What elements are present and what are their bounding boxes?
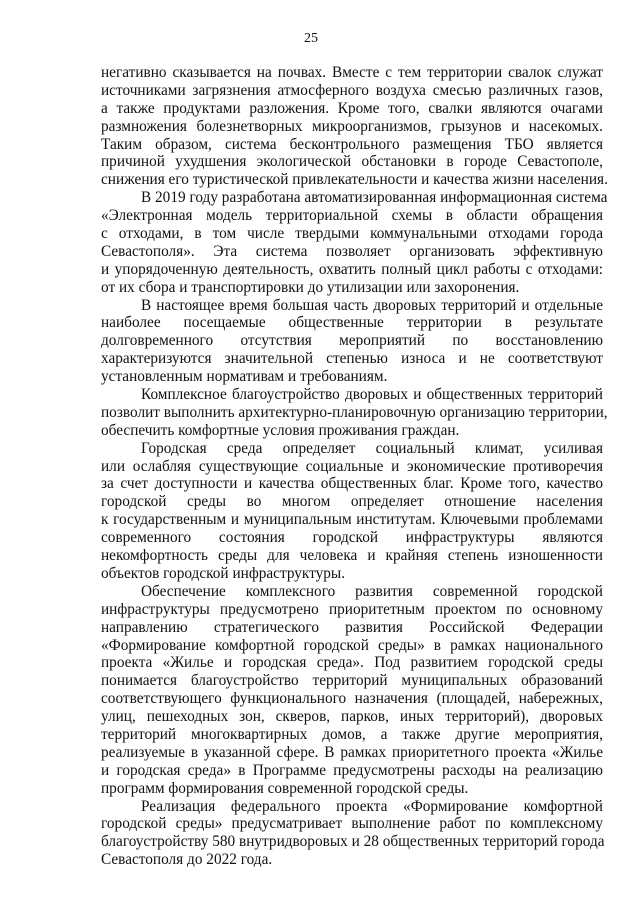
text-line: наиболее посещаемые общественные территории в результате — [101, 314, 603, 332]
text-line: Таким образом, система бесконтрольного размещения ТБО является — [101, 135, 603, 153]
text-line: долговременного отсутствия мероприятий по восстановлению — [101, 332, 603, 350]
text-line: источниками загрязнения атмосферного воздуха смесью различных газов, — [101, 81, 603, 99]
body-text — [101, 64, 608, 869]
text-line: «Электронная модель территориальной схемы в области обращения — [101, 207, 603, 225]
text-line: причиной ухудшения экологической обстановки в городе Севастополе, — [101, 153, 603, 171]
text-line: Городская среда определяет социальный климат, усиливая — [141, 439, 603, 457]
text-line: обеспечить комфортные условия проживания граждан. — [101, 421, 460, 439]
text-line: Реализация федерального проекта «Формирование комфортной — [141, 797, 603, 815]
text-line: Обеспечение комплексного развития современной городской — [141, 582, 603, 600]
text-line: и упорядоченную деятельность, охватить полный цикл работы с отходами: — [101, 260, 603, 278]
text-line: понимается благоустройство территорий муниципальных образований — [101, 672, 603, 690]
text-line: и городская среда» в Программе предусмотрены расходы на реализацию — [101, 761, 603, 779]
text-line: направлению стратегического развития Российской Федерации — [101, 618, 603, 636]
text-line: городской среды во многом определяет отношение населения — [101, 493, 603, 511]
text-line: городской среды» предусматривает выполнение работ по комплексному — [101, 815, 603, 833]
paragraph — [101, 297, 603, 386]
paragraph — [101, 64, 608, 189]
text-line: а также продуктами разложения. Кроме того, свалки являются очагами — [101, 99, 603, 117]
text-line: «Формирование комфортной городской среды» в рамках национального — [101, 636, 603, 654]
text-line: Комплексное благоустройство дворовых и общественных территорий — [141, 386, 603, 404]
text-line: улиц, пешеходных зон, скверов, парков, иных территорий), дворовых — [101, 708, 603, 726]
text-line: Севастополя». Эта система позволяет организовать эффективную — [101, 242, 603, 260]
text-line: соответствующего функционального назначения (площадей, набережных, — [101, 690, 603, 708]
paragraph — [101, 583, 603, 798]
text-line: позволит выполнить архитектурно-планировочную организацию территории, — [101, 403, 608, 421]
text-line: снижения его туристической привлекательности и качества жизни населения. — [101, 171, 608, 189]
text-line: негативно сказывается на почвах. Вместе с тем территории свалок служат — [101, 64, 603, 81]
text-line: благоустройству 580 внутридворовых и 28 общественных территорий города — [101, 833, 605, 851]
paragraph — [101, 798, 603, 870]
text-line: от их сбора и транспортировки до утилизации или захоронения. — [101, 278, 520, 296]
text-line: характеризуются значительной степенью износа и не соответствуют — [101, 350, 603, 368]
text-line: реализуемые в указанной сфере. В рамках приоритетного проекта «Жилье — [101, 743, 603, 761]
page-number: 25 — [304, 31, 318, 46]
text-line: В 2019 году разработана автоматизированная информационная система — [141, 189, 608, 207]
text-line: за счет доступности и качества общественных благ. Кроме того, качество — [101, 475, 603, 493]
text-line: программ формирования современной городской среды. — [101, 779, 469, 797]
text-line: инфраструктуры предусмотрено приоритетным проектом по основному — [101, 600, 603, 618]
text-line: с отходами, в том числе твердыми коммунальными отходами города — [101, 225, 603, 243]
text-line: размножения болезнетворных микроорганизмов, грызунов и насекомых. — [101, 117, 603, 135]
text-line: объектов городской инфраструктуры. — [101, 564, 346, 582]
text-line: или ослабляя существующие социальные и экономические противоречия — [101, 457, 603, 475]
text-line: территорий многоквартирных домов, а также другие мероприятия, — [101, 725, 603, 743]
paragraph — [101, 386, 608, 440]
text-line: современного состояния городской инфраструктуры являются — [101, 529, 603, 547]
text-line: установленным нормативам и требованиям. — [101, 368, 388, 386]
text-line: проекта «Жилье и городская среда». Под развитием городской среды — [101, 654, 603, 672]
text-line: некомфортность среды для человека и крайняя степень изношенности — [101, 547, 603, 565]
paragraph — [101, 440, 603, 583]
text-line: В настоящее время большая часть дворовых территорий и отдельные — [141, 296, 603, 314]
text-line: к государственным и муниципальным институтам. Ключевыми проблемами — [101, 511, 603, 529]
paragraph — [101, 189, 608, 296]
text-line: Севастополя до 2022 года. — [101, 851, 273, 869]
